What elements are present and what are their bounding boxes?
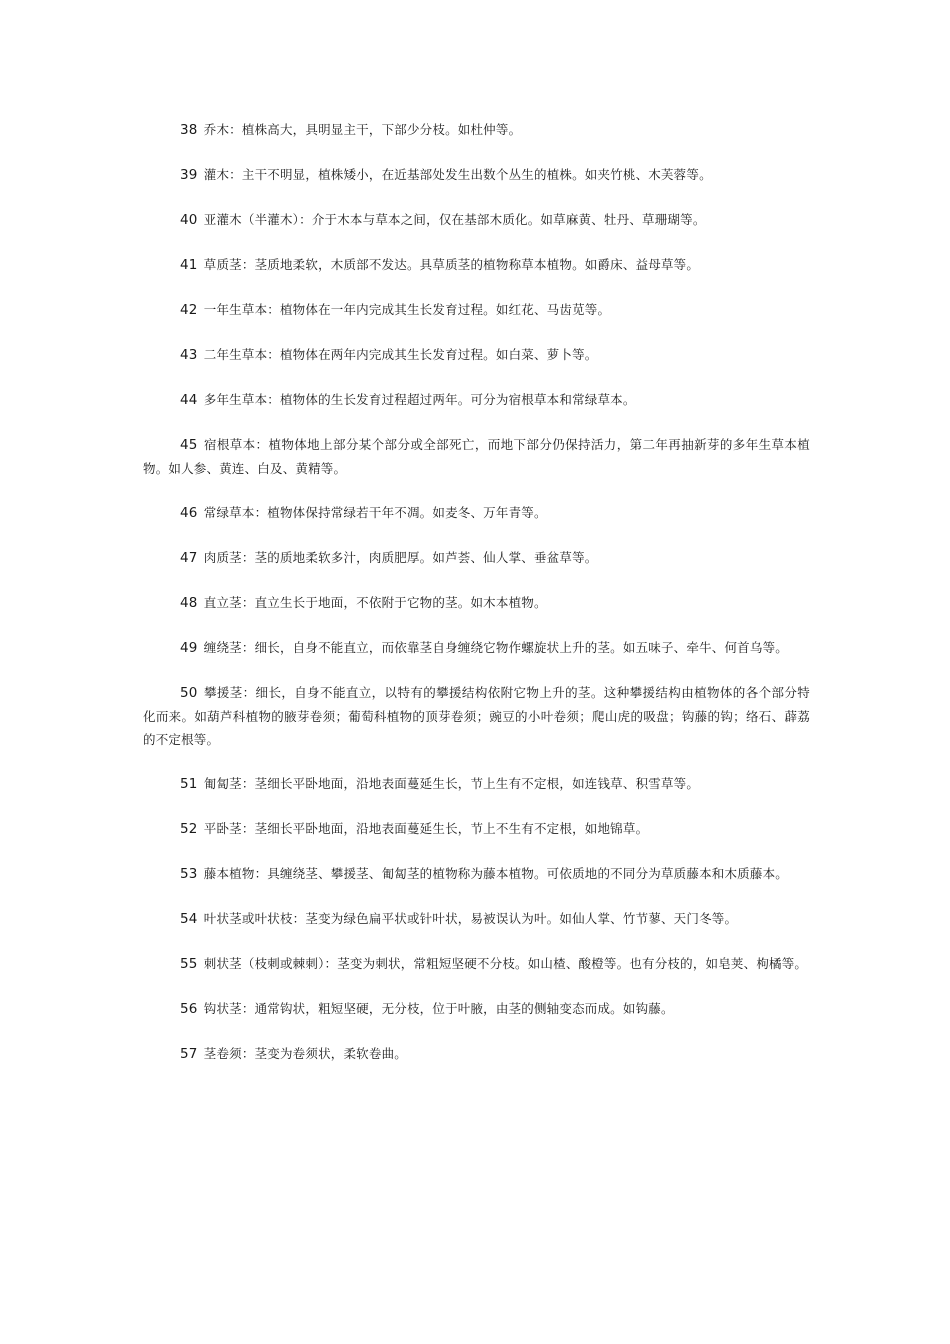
glossary-entry-48 — [143, 591, 810, 615]
glossary-list — [143, 118, 810, 1087]
entry-number: 55 — [180, 956, 198, 972]
entry-number: 49 — [180, 640, 198, 656]
entry-number: 53 — [180, 866, 198, 882]
entry-number: 44 — [180, 392, 198, 408]
entry-text: 宿根草本：植物体地上部分某个部分或全部死亡，而地下部分仍保持活力，第二年再抽新芽的多年生草本植物。如人参、黄连、白及、黄精等。 — [143, 437, 810, 476]
glossary-entry-45 — [143, 433, 810, 480]
glossary-entry-40 — [143, 208, 810, 232]
entry-text: 亚灌木（半灌木）：介于木本与草本之间，仅在基部木质化。如草麻黄、牡丹、草珊瑚等。 — [203, 212, 706, 227]
entry-text: 叶状茎或叶状枝：茎变为绿色扁平状或针叶状，易被误认为叶。如仙人掌、竹节蓼、天门冬等。 — [203, 911, 738, 926]
entry-number: 50 — [180, 685, 198, 701]
entry-number: 42 — [180, 302, 198, 318]
entry-text: 草质茎：茎质地柔软，木质部不发达。具草质茎的植物称草本植物。如爵床、益母草等。 — [203, 257, 700, 272]
entry-number: 52 — [180, 821, 198, 837]
entry-number: 56 — [180, 1001, 198, 1017]
glossary-entry-53 — [143, 862, 810, 886]
entry-text: 直立茎：直立生长于地面，不依附于它物的茎。如木本植物。 — [203, 595, 547, 610]
entry-number: 40 — [180, 212, 198, 228]
entry-text: 常绿草本：植物体保持常绿若干年不凋。如麦冬、万年青等。 — [203, 505, 547, 520]
glossary-entry-47 — [143, 546, 810, 570]
entry-number: 47 — [180, 550, 198, 566]
glossary-entry-57 — [143, 1042, 810, 1066]
entry-text: 缠绕茎：细长，自身不能直立，而依靠茎自身缠绕它物作螺旋状上升的茎。如五味子、牵牛、何首乌等。 — [203, 640, 788, 655]
glossary-entry-46 — [143, 501, 810, 525]
entry-number: 43 — [180, 347, 198, 363]
glossary-entry-51 — [143, 772, 810, 796]
entry-text: 乔木：植株高大，具明显主干，下部少分枝。如杜仲等。 — [203, 122, 522, 137]
entry-number: 54 — [180, 911, 198, 927]
entry-text: 多年生草本：植物体的生长发育过程超过两年。可分为宿根草本和常绿草本。 — [203, 392, 636, 407]
entry-text: 匍匐茎：茎细长平卧地面，沿地表面蔓延生长，节上生有不定根，如连钱草、积雪草等。 — [203, 776, 700, 791]
entry-number: 57 — [180, 1046, 198, 1062]
entry-number: 51 — [180, 776, 198, 792]
glossary-entry-50 — [143, 681, 810, 751]
glossary-entry-49 — [143, 636, 810, 660]
entry-text: 二年生草本：植物体在两年内完成其生长发育过程。如白菜、萝卜等。 — [203, 347, 598, 362]
glossary-entry-38 — [143, 118, 810, 142]
entry-number: 39 — [180, 167, 198, 183]
entry-text: 茎卷须：茎变为卷须状，柔软卷曲。 — [203, 1046, 407, 1061]
entry-text: 灌木：主干不明显，植株矮小，在近基部处发生出数个丛生的植株。如夹竹桃、木芙蓉等。 — [203, 167, 712, 182]
glossary-entry-44 — [143, 388, 810, 412]
entry-number: 38 — [180, 122, 198, 138]
entry-number: 48 — [180, 595, 198, 611]
glossary-entry-41 — [143, 253, 810, 277]
glossary-entry-43 — [143, 343, 810, 367]
entry-text: 攀援茎：细长，自身不能直立，以特有的攀援结构依附它物上升的茎。这种攀援结构由植物体的各个部分特化而来。如葫芦科植物的腋芽卷须；葡萄科植物的顶芽卷须；豌豆的小叶卷须；爬山虎的吸盘；钩藤的钩；络石、薜荔的不定根等。 — [143, 685, 810, 747]
entry-number: 46 — [180, 505, 198, 521]
glossary-entry-54 — [143, 907, 810, 931]
entry-text: 刺状茎（枝刺或棘刺）：茎变为刺状，常粗短坚硬不分枝。如山楂、酸橙等。也有分枝的，如皂荚、枸橘等。 — [203, 956, 808, 971]
entry-text: 一年生草本：植物体在一年内完成其生长发育过程。如红花、马齿苋等。 — [203, 302, 611, 317]
entry-text: 平卧茎：茎细长平卧地面，沿地表面蔓延生长，节上不生有不定根，如地锦草。 — [203, 821, 649, 836]
glossary-entry-52 — [143, 817, 810, 841]
entry-text: 藤本植物：具缠绕茎、攀援茎、匍匐茎的植物称为藤本植物。可依质地的不同分为草质藤本和木质藤本。 — [203, 866, 788, 881]
entry-text: 钩状茎：通常钩状，粗短坚硬，无分枝，位于叶腋，由茎的侧轴变态而成。如钩藤。 — [203, 1001, 674, 1016]
glossary-entry-42 — [143, 298, 810, 322]
entry-number: 41 — [180, 257, 198, 273]
entry-text: 肉质茎：茎的质地柔软多汁，肉质肥厚。如芦荟、仙人掌、垂盆草等。 — [203, 550, 598, 565]
glossary-entry-55 — [143, 952, 810, 976]
glossary-entry-39 — [143, 163, 810, 187]
entry-number: 45 — [180, 437, 198, 453]
glossary-entry-56 — [143, 997, 810, 1021]
